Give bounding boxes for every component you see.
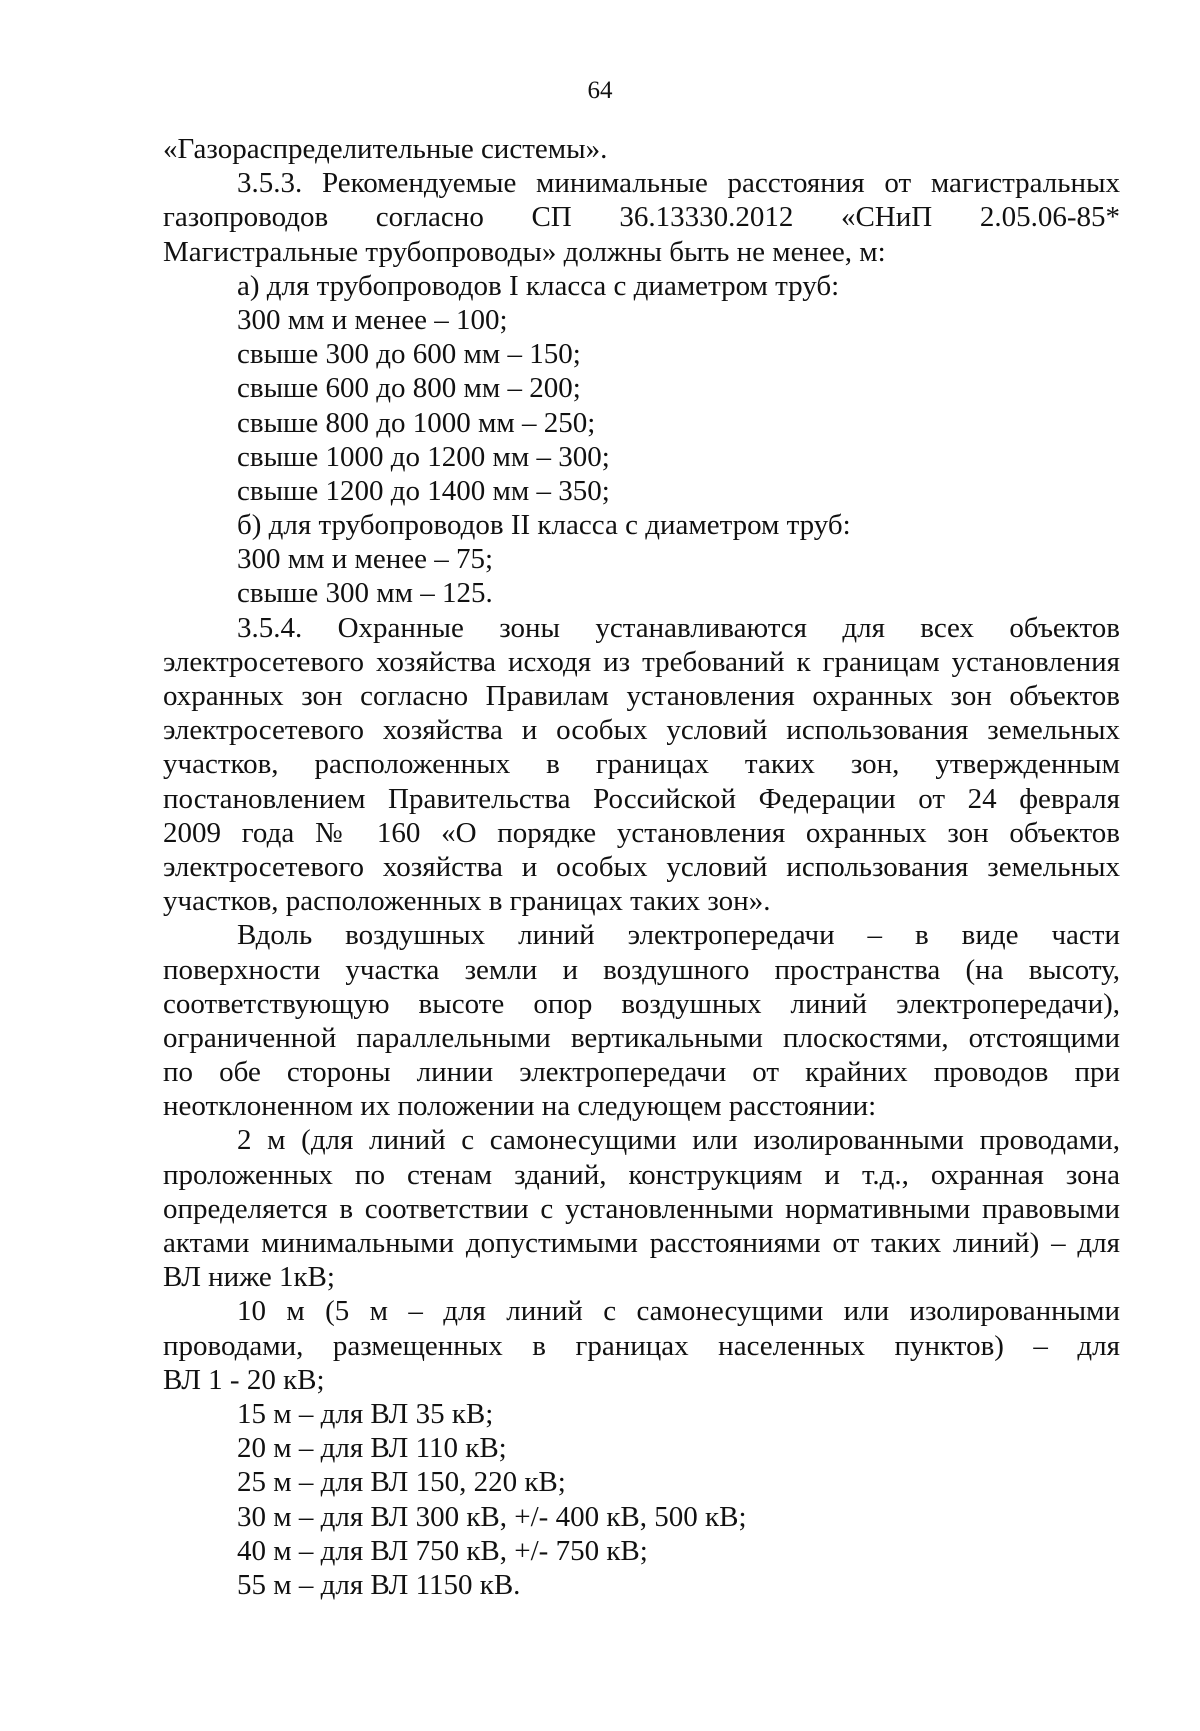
text-line: свыше 1000 до 1200 мм – 300; [237,440,610,473]
text-line: а) для трубопроводов I класса с диаметром труб: [237,269,840,302]
text-line: газопроводов согласно СП 36.13330.2012 «СНиП 2.05.06-85* [163,201,1120,234]
text-line: ВЛ ниже 1кВ; [163,1261,335,1294]
document-body [163,132,1120,1602]
text-line: Магистральные трубопроводы» должны быть не менее, м: [163,235,886,268]
text-line: неотклоненном их положении на следующем расстоянии: [163,1090,877,1123]
text-line: электросетевого хозяйства и особых условий использования земельных [163,850,1120,883]
text-line: 2009 года № 160 «О порядке установления охранных зон объектов [163,816,1120,849]
text-line: ВЛ 1 - 20 кВ; [163,1363,325,1396]
text-line: 25 м – для ВЛ 150, 220 кВ; [237,1466,566,1499]
text-line: по обе стороны линии электропередачи от крайних проводов при [163,1056,1120,1089]
text-line: 15 м – для ВЛ 35 кВ; [237,1397,494,1430]
text-line: свыше 1200 до 1400 мм – 350; [237,474,610,507]
text-line: свыше 600 до 800 мм – 200; [237,372,581,405]
text-line: электросетевого хозяйства и особых условий использования земельных [163,714,1120,747]
text-line: 3.5.3. Рекомендуемые минимальные расстояния от магистральных [237,167,1120,200]
text-line: свыше 300 до 600 мм – 150; [237,338,581,371]
text-line: свыше 800 до 1000 мм – 250; [237,406,596,439]
text-line: охранных зон согласно Правилам установления охранных зон объектов [163,680,1120,712]
page-number: 64 [587,77,613,104]
text-line: 20 м – для ВЛ 110 кВ; [237,1432,507,1465]
text-line: 10 м (5 м – для линий с самонесущими или изолированными [237,1295,1120,1328]
text-line: 3.5.4. Охранные зоны устанавливаются для всех объектов [237,611,1120,644]
text-line: «Газораспределительные системы». [163,133,608,165]
text-line: 2 м (для линий с самонесущими или изолированными проводами, [237,1124,1120,1157]
text-line: постановлением Правительства Российской Федерации от 24 февраля [163,782,1120,815]
text-line: 40 м – для ВЛ 750 кВ, +/- 750 кВ; [237,1534,648,1567]
text-line: 300 мм и менее – 75; [237,543,494,576]
text-line: б) для трубопроводов II класса с диаметром труб: [237,509,851,542]
text-line: 55 м – для ВЛ 1150 кВ. [237,1568,521,1601]
text-line: проводами, размещенных в границах населенных пунктов) – для [163,1329,1120,1362]
text-line: определяется в соответствии с установленными нормативными правовыми [163,1192,1120,1225]
text-line: Вдоль воздушных линий электропередачи – в виде части [237,919,1120,952]
text-line: 30 м – для ВЛ 300 кВ, +/- 400 кВ, 500 кВ; [237,1500,747,1533]
text-line: соответствующую высоте опор воздушных линий электропередачи), [163,987,1120,1020]
text-line: свыше 300 мм – 125. [237,577,493,610]
text-line: электросетевого хозяйства исходя из требований к границам установления [163,645,1120,678]
text-line: участков, расположенных в границах таких зон». [163,885,771,918]
text-line: проложенных по стенам зданий, конструкциям и т.д., охранная зона [163,1158,1120,1191]
text-line: ограниченной параллельными вертикальными плоскостями, отстоящими [163,1021,1120,1054]
text-line: 300 мм и менее – 100; [237,303,508,336]
text-line: участков, расположенных в границах таких зон, утвержденным [163,748,1120,781]
text-line: актами минимальными допустимыми расстояниями от таких линий) – для [163,1227,1120,1259]
text-line: поверхности участка земли и воздушного пространства (на высоту, [163,953,1120,986]
